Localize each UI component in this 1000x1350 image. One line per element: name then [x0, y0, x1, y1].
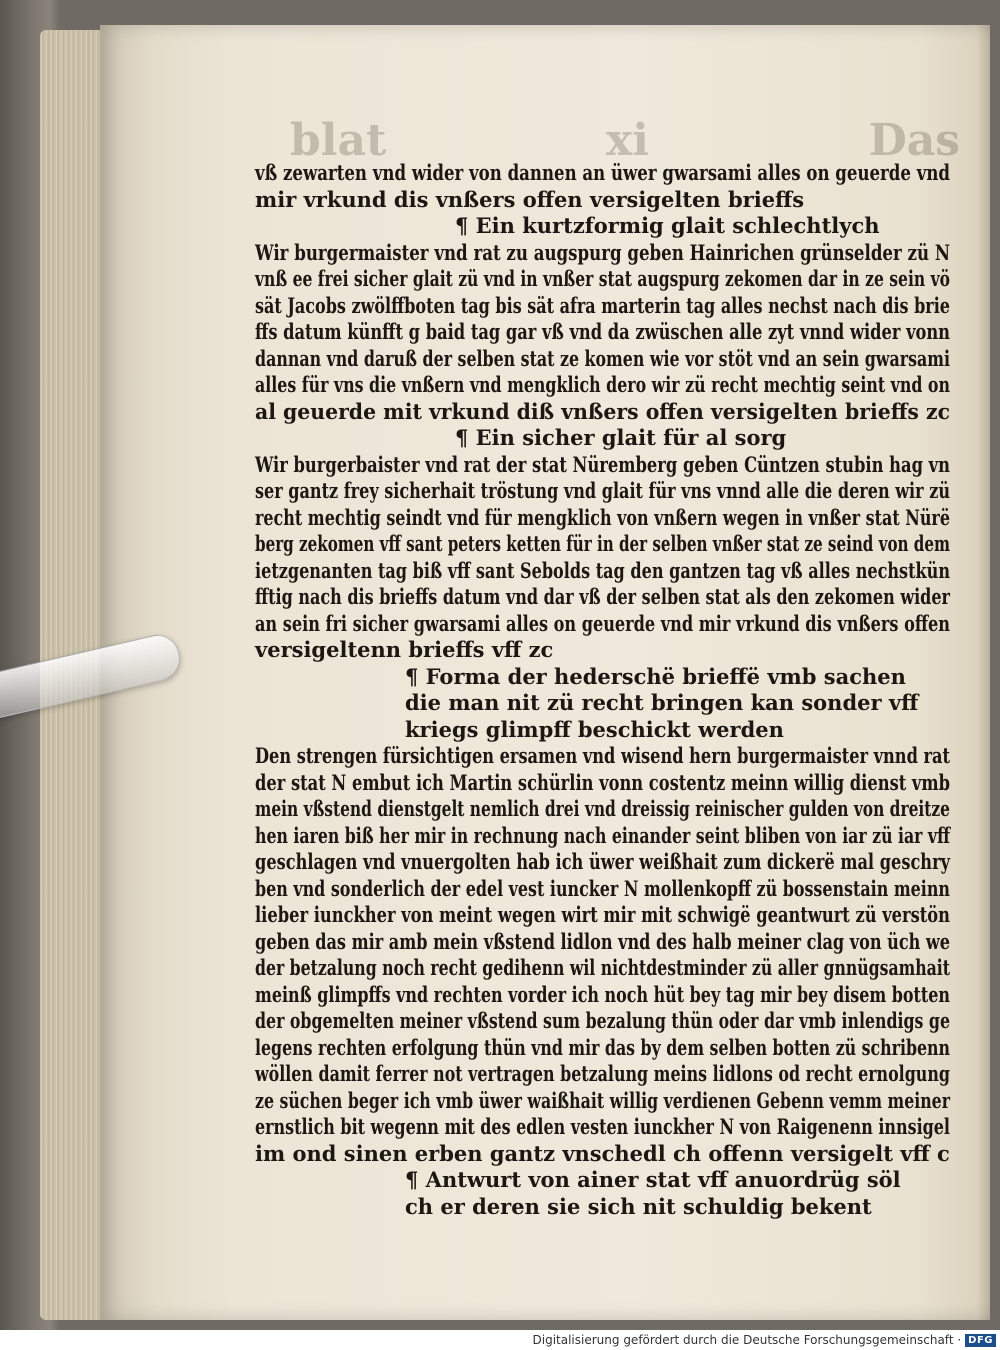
text-line: vnß ee frei sicher glait zü vnd in vnßer stat augspurg zekomen dar in ze sein vö [255, 266, 950, 291]
text-line: fftig nach dis brieffs datum vnd dar vß der selben stat als den zekomen wider [255, 584, 950, 609]
text-line: meinß glimpffs vnd rechten vorder ich noch hüt bey tag mir bey disem botten [255, 981, 950, 1007]
text-line: recht mechtig seindt vnd für mengklich von vnßern wegen in vnßer stat Nürë [255, 504, 950, 530]
section-heading: die man nit zü recht bringen kan sonder vff [405, 690, 919, 715]
text-line: legens rechten erfolgung thün vnd mir das by dem selben botten zü schribenn [255, 1034, 950, 1060]
footer-credit: Digitalisierung gefördert durch die Deutsche Forschungsgemeinschaft · [532, 1333, 962, 1347]
dfg-logo-icon: DFG [965, 1334, 996, 1347]
text-line: geben das mir amb mein vßstend lidlon vnd des halb meiner clag von üch we [255, 928, 950, 954]
text-line: Wir burgermaister vnd rat zu augspurg geben Hainrichen grünselder zü N [255, 239, 950, 265]
text-line: geschlagen vnd vnuergolten hab ich üwer weißhait zum dickerë mal geschry [255, 849, 950, 874]
text-line: der obgemelten meiner vßstend sum bezalung thün oder dar vmb inlendigs ge [255, 1008, 950, 1033]
text-line: berg zekomen vff sant peters ketten für in der selben vnßer stat ze seind von dem [255, 531, 950, 556]
text-line: ietzgenanten tag biß vff sant Sebolds tag den gantzen tag vß alles nechstkün [255, 557, 950, 583]
footer-bar [0, 1330, 1000, 1350]
text-line: ze süchen beger ich vmb üwer waißhait willig verdienen Gebenn vemm meiner [255, 1087, 950, 1113]
text-line: ben vnd sonderlich der edel vest iuncker N mollenkopff zü bossenstain meinn [255, 875, 950, 901]
text-line: hen iaren biß her mir in rechnung nach einander seint bliben von iar zü iar vff [255, 822, 950, 848]
text-line: versigeltenn brieffs vff zc [255, 637, 554, 662]
section-heading: ch er deren sie sich nit schuldig bekent [405, 1193, 872, 1219]
text-line: an sein fri sicher gwarsami alles on geuerde vnd mir vrkund dis vnßers offen [255, 610, 950, 636]
text-line: al geuerde mit vrkund diß vnßers offen versigelten brieffs zc [255, 398, 950, 424]
text-line: wöllen damit ferrer not vertragen betzalung meins lidlons od recht ernolgung [255, 1061, 950, 1086]
text-line: mein vßstend dienstgelt nemlich drei vnd dreissig reinischer gulden von dreitze [255, 796, 950, 821]
section-heading: ¶ Ein sicher glait für al sorg [455, 425, 787, 450]
header-center: xi [605, 114, 649, 166]
text-line: der stat N embut ich Martin schürlin vonn costentz meinn willig dienst vmb [255, 769, 950, 795]
text-line: sät Jacobs zwölffboten tag bis sät afra marterin tag alles nechst nach dis brie [255, 292, 950, 318]
text-line: ernstlich bit wegenn mit des edlen vesten iunckher N von Raigenenn innsigel [255, 1114, 950, 1139]
text-line: ffs datum künfft g baid tag gar vß vnd da zwüschen alle zyt vnnd wider vonn [255, 319, 950, 344]
text-line: mir vrkund dis vnßers offen versigelten brieffs [255, 186, 805, 212]
text-line: der betzalung noch recht gedihenn wil nichtdestminder zü aller gnnügsamhait [255, 955, 950, 980]
text-line: ser gantz frey sicherhait tröstung vnd glait für vns vnnd alle die deren wir zü [255, 478, 950, 503]
text-line: Den strengen fürsichtigen ersamen vnd wisend hern burgermaister vnnd rat [255, 743, 950, 768]
header-right: Das [868, 114, 960, 166]
section-heading: ¶ Ein kurtzformig glait schlechtlych [455, 213, 880, 238]
text-line: dannan vnd daruß der selben stat ze komen wie vor stöt vnd an sein gwarsami [255, 345, 950, 371]
section-heading: ¶ Antwurt von ainer stat vff anuordrüg söl [405, 1167, 901, 1192]
text-line: Wir burgerbaister vnd rat der stat Nüremberg geben Cüntzen stubin hag vn [255, 451, 950, 477]
section-heading: kriegs glimpff beschickt werden [405, 716, 784, 742]
page-text [255, 160, 950, 1220]
text-line: lieber iunckher von meint wegen wirt mir mit schwigë geantwurt zü verstön [255, 902, 950, 927]
header-left: blat [290, 114, 387, 166]
text-line: im ond sinen erben gantz vnschedl ch offenn versigelt vff c [255, 1140, 950, 1166]
text-line: alles für vns die vnßern vnd mengklich dero wir zü recht mechtig seint vnd on [255, 372, 950, 397]
text-line: vß zewarten vnd wider von dannen an üwer gwarsami alles on geuerde vnd [255, 160, 950, 185]
section-heading: ¶ Forma der hederschë brieffë vmb sachen [405, 663, 906, 689]
